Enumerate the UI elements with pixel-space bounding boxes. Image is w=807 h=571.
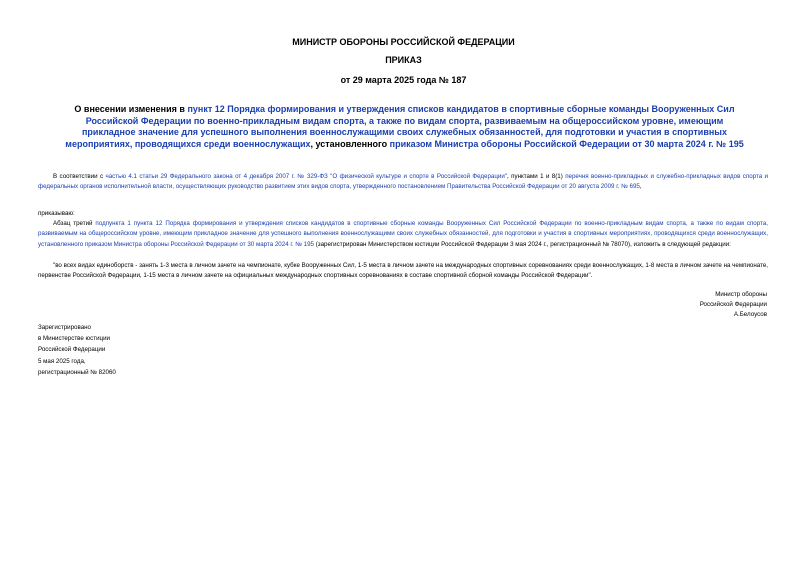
registration-line-2: в Министерстве юстиции [38, 335, 111, 343]
amendment-text-1: Абзац третий [53, 220, 96, 227]
registration-block [38, 322, 116, 378]
document-date-number: от 29 марта 2025 года № 187 [340, 75, 467, 85]
preamble-paragraph [38, 172, 768, 193]
issuer-title: МИНИСТР ОБОРОНЫ РОССИЙСКОЙ ФЕДЕРАЦИИ [292, 37, 515, 47]
preamble-text-2: , пунктами 1 и 8(1) [507, 173, 566, 180]
signature-position: Министр обороны [715, 291, 767, 298]
document-type: ПРИКАЗ [385, 55, 422, 65]
registration-line-5: регистрационный № 82060 [38, 368, 116, 376]
registration-line-1: Зарегистрировано [38, 324, 91, 331]
order-word: приказываю: [38, 210, 75, 217]
new-wording-paragraph: "во всех видах единоборств - занять 1-3 места в личном зачете на чемпионате, кубке Вооруженных Сил, 1-5 места в личном зачете на международных спортивных соревнованиях среди военнослужащих, 1-8 места в личном зачете на чемпионате, первенстве Российской Федерации, 1-15 места в личном зачете на официальных международных спортивных соревнованиях в составе спортивной сборной команды Российской Федерации". [38, 262, 768, 280]
preamble-text-1: В соответствии с [53, 173, 106, 180]
signature-org: Российской Федерации [699, 301, 767, 309]
link-subparagraph[interactable]: подпункта 1 пункта 12 Порядка формирования и утверждения списков кандидатов в спортивные сборные команды Вооруженных Сил Российской Федерации по военно-прикладным видам спорта, а также по видам спорта, развиваемым на общероссийском уровне, имеющим прикладное значение для успешного выполнения военнослужащими своих служебных обязанностей, для подготовки и участия в спортивных мероприятиях, проводящихся среди военнослужащих, установленного приказом Министра обороны Российской Федерации от 30 марта 2024 г. № 195 [38, 220, 768, 248]
signature-name: А.Белоусов [733, 311, 767, 319]
link-federal-law[interactable]: частью 4.1 статьи 29 Федерального закона от 4 декабря 2007 г. № 329-ФЗ "О физической культуре и спорте в Российской Федерации" [105, 173, 508, 180]
subject-link-procedure[interactable]: пункт 12 Порядка формирования и утверждения списков кандидатов в спортивные сборные команды Вооруженных Сил Российской Федерации по военно-прикладным видам спорта, а также по видам спорта, развиваемым на общероссийском уровне, имеющим прикладное значение для успешного выполнения военнослужащими своих служебных обязанностей, для подготовки и участия в спортивных мероприятиях, проводящихся среди военнослужащих [65, 104, 735, 149]
subject-link-order[interactable]: приказом Министра обороны Российской Федерации от 30 марта 2024 г. № 195 [389, 138, 744, 149]
amendment-paragraph [38, 219, 768, 250]
preamble-text-3: , [639, 183, 642, 191]
link-government-list[interactable]: перечня военно-прикладных и служебно-прикладных видов спорта и федеральных органов исполнительной власти, осуществляющих руководство развитием этих видов спорта, утвержденного постановлением Правительства Российской Федерации от 20 августа 2009 г. № 695 [38, 173, 769, 191]
registration-line-4: 5 мая 2025 года, [38, 357, 86, 365]
registration-line-3: Российской Федерации [38, 346, 106, 354]
subject-prefix: О внесении изменения в [74, 104, 188, 114]
document-subject [62, 104, 747, 150]
subject-mid: , установленного [310, 138, 390, 149]
signature-block [567, 290, 767, 321]
amendment-text-2: (зарегистрирован Министерством юстиции Российской Федерации 3 мая 2024 г., регистрационный № 78070), изложить в следующей редакции: [313, 240, 731, 248]
